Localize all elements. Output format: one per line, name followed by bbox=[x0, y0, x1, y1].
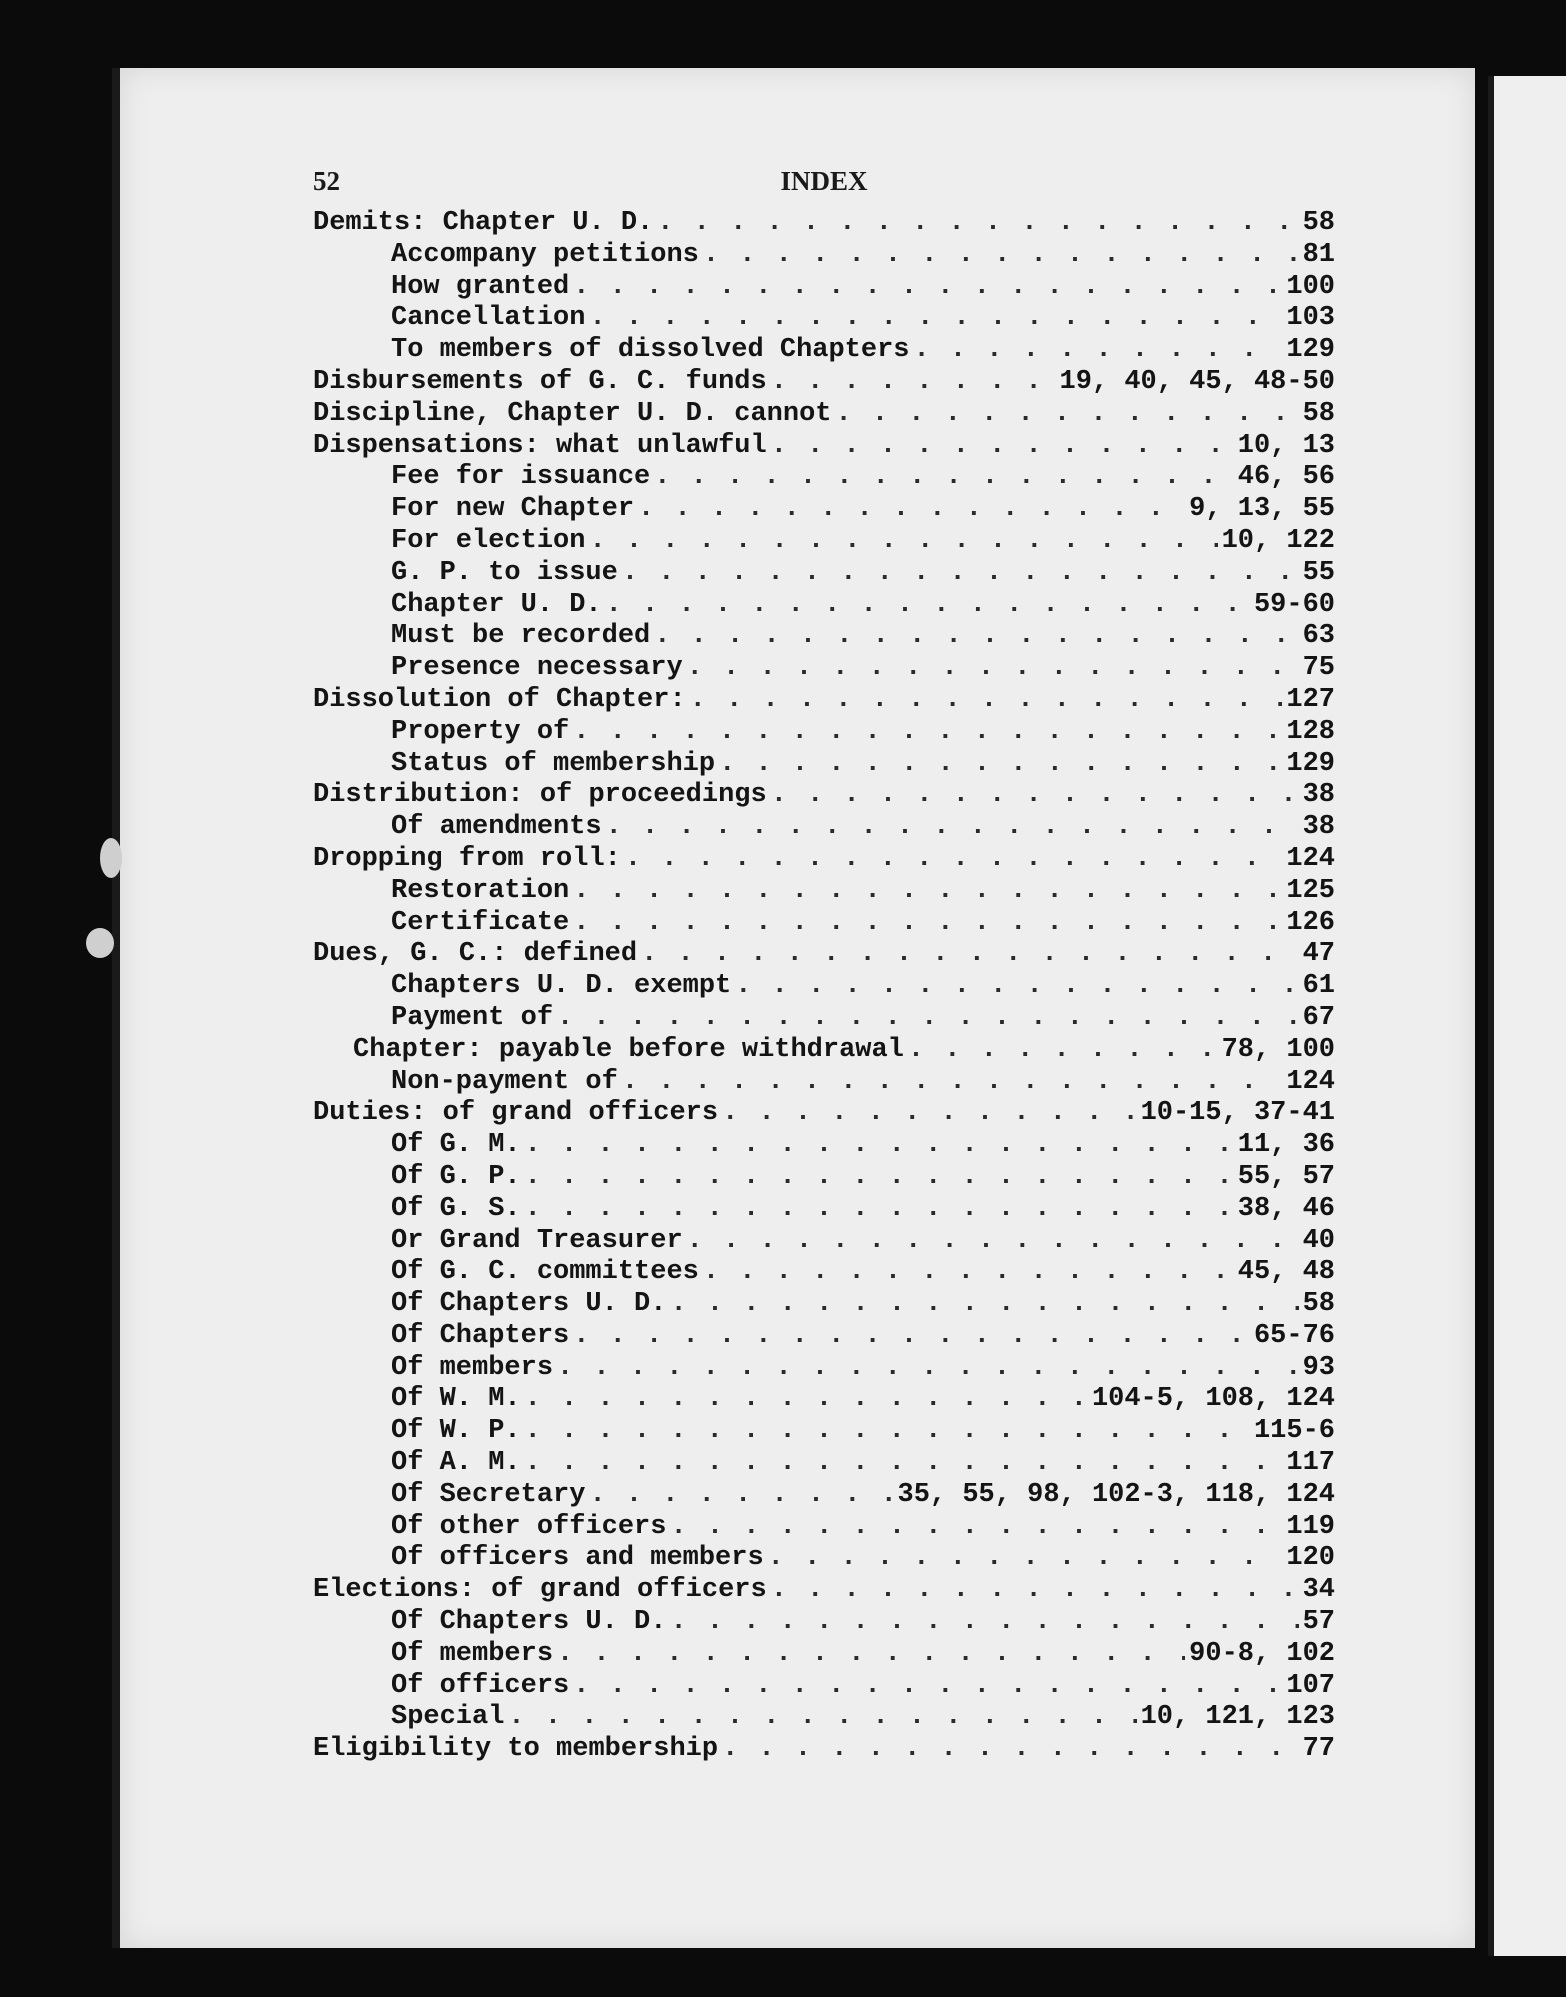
entry-text: Chapter U. D. bbox=[391, 589, 602, 620]
index-entry bbox=[313, 1035, 1335, 1067]
entry-pages: 104-5, 108, 124 bbox=[1091, 1384, 1335, 1415]
dot-leader bbox=[508, 1702, 1136, 1734]
dot-leader bbox=[589, 526, 1217, 558]
index-entry bbox=[313, 1607, 1335, 1639]
entry-text: Distribution: of proceedings bbox=[313, 780, 767, 811]
page-number: 52 bbox=[313, 166, 340, 196]
dot-leader bbox=[638, 494, 1185, 526]
index-entry bbox=[313, 939, 1335, 971]
index-entry bbox=[313, 780, 1335, 812]
index-entry bbox=[313, 272, 1335, 304]
entry-pages: 19, 40, 45, 48-50 bbox=[1059, 366, 1335, 397]
entry-text: How granted bbox=[391, 271, 570, 302]
entry-pages: 127 bbox=[1286, 684, 1335, 715]
index-entry bbox=[313, 1734, 1335, 1766]
entry-text: Fee for issuance bbox=[391, 462, 651, 493]
index-entry bbox=[313, 971, 1335, 1003]
entry-pages: 58 bbox=[1302, 208, 1335, 238]
dot-leader bbox=[657, 208, 1298, 240]
entry-pages: 10, 122 bbox=[1221, 525, 1335, 556]
dot-leader bbox=[654, 621, 1298, 653]
index-entry bbox=[313, 526, 1335, 558]
index-entry bbox=[313, 303, 1335, 335]
index-entry bbox=[313, 876, 1335, 908]
entry-text: Must be recorded bbox=[391, 621, 651, 652]
entry-pages: 129 bbox=[1286, 335, 1335, 366]
entry-pages: 120 bbox=[1286, 1543, 1335, 1574]
index-entry bbox=[313, 240, 1335, 272]
index-entry bbox=[313, 590, 1335, 622]
entry-pages: 55 bbox=[1302, 557, 1335, 588]
entry-text: Of W. M. bbox=[391, 1384, 521, 1415]
index-entries bbox=[313, 208, 1335, 1766]
entry-pages: 107 bbox=[1286, 1670, 1335, 1701]
entry-text: Payment of bbox=[391, 1002, 554, 1033]
entry-text: Certificate bbox=[391, 907, 570, 938]
dot-leader bbox=[687, 1226, 1299, 1258]
entry-text: Dispensations: what unlawful bbox=[313, 430, 767, 461]
dot-leader bbox=[771, 780, 1299, 812]
index-entry bbox=[313, 367, 1335, 399]
entry-text: Of Chapters U. D. bbox=[391, 1289, 667, 1320]
dot-leader bbox=[735, 971, 1298, 1003]
entry-text: Of officers and members bbox=[391, 1543, 764, 1574]
entry-text: Elections: of grand officers bbox=[313, 1575, 767, 1606]
entry-pages: 38 bbox=[1302, 812, 1335, 843]
dot-leader bbox=[525, 1416, 1250, 1448]
entry-pages: 10, 121, 123 bbox=[1140, 1702, 1335, 1733]
dot-leader bbox=[625, 844, 1283, 876]
entry-pages: 67 bbox=[1302, 1002, 1335, 1033]
entry-pages: 128 bbox=[1286, 716, 1335, 747]
index-entry bbox=[313, 1321, 1335, 1353]
dot-leader bbox=[719, 749, 1282, 781]
index-entry bbox=[313, 812, 1335, 844]
entry-text: Of A. M. bbox=[391, 1448, 521, 1479]
index-entry bbox=[313, 1289, 1335, 1321]
index-entry bbox=[313, 1575, 1335, 1607]
entry-text: Of G. C. committees bbox=[391, 1257, 699, 1288]
index-entry bbox=[313, 1353, 1335, 1385]
index-entry bbox=[313, 1130, 1335, 1162]
entry-text: Of other officers bbox=[391, 1511, 667, 1542]
entry-pages: 10, 13 bbox=[1237, 430, 1335, 461]
index-entry bbox=[313, 844, 1335, 876]
dot-leader bbox=[908, 1035, 1218, 1067]
entry-text: Of Chapters U. D. bbox=[391, 1607, 667, 1638]
dot-leader bbox=[771, 1575, 1299, 1607]
entry-pages: 65-76 bbox=[1253, 1320, 1335, 1351]
dot-leader bbox=[573, 717, 1282, 749]
page-header bbox=[313, 166, 1335, 200]
dot-leader bbox=[622, 1067, 1283, 1099]
index-entry bbox=[313, 908, 1335, 940]
index-entry bbox=[313, 1162, 1335, 1194]
entry-text: Of amendments bbox=[391, 812, 602, 843]
entry-text: Of Chapters bbox=[391, 1320, 570, 1351]
dot-leader bbox=[771, 367, 1056, 399]
dot-leader bbox=[573, 1321, 1250, 1353]
index-entry bbox=[313, 1639, 1335, 1671]
entry-pages: 55, 57 bbox=[1237, 1161, 1335, 1192]
dot-leader bbox=[768, 1543, 1283, 1575]
entry-text: Cancellation bbox=[391, 303, 586, 334]
entry-text: Of members bbox=[391, 1352, 554, 1383]
page-title: INDEX bbox=[780, 166, 868, 196]
dot-leader bbox=[670, 1607, 1298, 1639]
entry-pages: 47 bbox=[1302, 939, 1335, 970]
dot-leader bbox=[835, 399, 1298, 431]
entry-text: Or Grand Treasurer bbox=[391, 1225, 683, 1256]
entry-text: Accompany petitions bbox=[391, 239, 699, 270]
entry-text: Dues, G. C.: defined bbox=[313, 939, 638, 970]
index-entry bbox=[313, 717, 1335, 749]
entry-pages: 77 bbox=[1302, 1734, 1335, 1765]
entry-text: For election bbox=[391, 525, 586, 556]
entry-pages: 61 bbox=[1302, 971, 1335, 1002]
dot-leader bbox=[913, 335, 1282, 367]
entry-pages: 78, 100 bbox=[1221, 1034, 1335, 1065]
entry-text: Chapters U. D. exempt bbox=[391, 971, 732, 1002]
entry-text: Special bbox=[391, 1702, 505, 1733]
entry-pages: 38, 46 bbox=[1237, 1193, 1335, 1224]
index-entry bbox=[313, 462, 1335, 494]
entry-pages: 119 bbox=[1286, 1511, 1335, 1542]
entry-pages: 45, 48 bbox=[1237, 1257, 1335, 1288]
dot-leader bbox=[670, 1289, 1298, 1321]
dot-leader bbox=[525, 1384, 1088, 1416]
dot-leader bbox=[622, 558, 1299, 590]
dot-leader bbox=[606, 812, 1299, 844]
index-entry bbox=[313, 1702, 1335, 1734]
entry-text: Demits: Chapter U. D. bbox=[313, 208, 654, 238]
dot-leader bbox=[525, 1194, 1234, 1226]
entry-pages: 46, 56 bbox=[1237, 462, 1335, 493]
index-entry bbox=[313, 1194, 1335, 1226]
entry-pages: 38 bbox=[1302, 780, 1335, 811]
entry-text: Of G. M. bbox=[391, 1130, 521, 1161]
dot-leader bbox=[573, 876, 1282, 908]
facing-page-edge bbox=[1488, 76, 1566, 1956]
index-entry bbox=[313, 1480, 1335, 1512]
entry-pages: 34 bbox=[1302, 1575, 1335, 1606]
dot-leader bbox=[670, 1512, 1282, 1544]
entry-text: Dropping from roll: bbox=[313, 843, 621, 874]
dot-leader bbox=[525, 1448, 1283, 1480]
entry-pages: 10-15, 37-41 bbox=[1140, 1098, 1335, 1129]
dot-leader bbox=[573, 272, 1282, 304]
entry-text: Restoration bbox=[391, 875, 570, 906]
entry-text: Dissolution of Chapter: bbox=[313, 684, 686, 715]
index-entry bbox=[313, 1384, 1335, 1416]
entry-pages: 40 bbox=[1302, 1225, 1335, 1256]
entry-pages: 93 bbox=[1302, 1352, 1335, 1383]
index-entry bbox=[313, 653, 1335, 685]
index-entry bbox=[313, 621, 1335, 653]
entry-text: Disbursements of G. C. funds bbox=[313, 366, 767, 397]
entry-text: Presence necessary bbox=[391, 653, 683, 684]
entry-text: Non-payment of bbox=[391, 1066, 618, 1097]
dot-leader bbox=[525, 1130, 1234, 1162]
index-entry bbox=[313, 558, 1335, 590]
dot-leader bbox=[722, 1734, 1299, 1766]
entry-text: Of Secretary bbox=[391, 1479, 586, 1510]
dot-leader bbox=[641, 939, 1299, 971]
dot-leader bbox=[573, 1671, 1282, 1703]
entry-pages: 11, 36 bbox=[1237, 1130, 1335, 1161]
entry-pages: 57 bbox=[1302, 1607, 1335, 1638]
entry-text: Status of membership bbox=[391, 748, 716, 779]
entry-pages: 63 bbox=[1302, 621, 1335, 652]
index-entry bbox=[313, 335, 1335, 367]
dot-leader bbox=[589, 1480, 893, 1512]
entry-text: Of G. P. bbox=[391, 1161, 521, 1192]
dot-leader bbox=[654, 462, 1234, 494]
entry-text: Eligibility to membership bbox=[313, 1734, 719, 1765]
entry-pages: 59-60 bbox=[1253, 589, 1335, 620]
index-entry bbox=[313, 1067, 1335, 1099]
dot-leader bbox=[557, 1353, 1299, 1385]
entry-text: Chapter: payable before withdrawal bbox=[353, 1034, 904, 1065]
index-entry bbox=[313, 685, 1335, 717]
entry-pages: 58 bbox=[1302, 1289, 1335, 1320]
entry-text: Of officers bbox=[391, 1670, 570, 1701]
index-entry bbox=[313, 1098, 1335, 1130]
entry-pages: 115-6 bbox=[1253, 1416, 1335, 1447]
entry-text: G. P. to issue bbox=[391, 557, 618, 588]
index-entry bbox=[313, 431, 1335, 463]
entry-pages: 58 bbox=[1302, 398, 1335, 429]
entry-pages: 90-8, 102 bbox=[1189, 1638, 1335, 1669]
entry-text: Of members bbox=[391, 1638, 554, 1669]
page-blemish bbox=[86, 928, 114, 958]
entry-text: Duties: of grand officers bbox=[313, 1098, 719, 1129]
index-entry bbox=[313, 1416, 1335, 1448]
entry-text: For new Chapter bbox=[391, 494, 635, 525]
entry-pages: 125 bbox=[1286, 875, 1335, 906]
index-entry bbox=[313, 494, 1335, 526]
dot-leader bbox=[606, 590, 1250, 622]
index-entry bbox=[313, 1543, 1335, 1575]
entry-pages: 103 bbox=[1286, 303, 1335, 334]
page-blemish bbox=[100, 838, 122, 878]
entry-text: Property of bbox=[391, 716, 570, 747]
index-entry bbox=[313, 208, 1335, 240]
entry-pages: 129 bbox=[1286, 748, 1335, 779]
entry-pages: 9, 13, 55 bbox=[1189, 494, 1335, 525]
entry-text: Discipline, Chapter U. D. cannot bbox=[313, 398, 832, 429]
entry-pages: 81 bbox=[1302, 239, 1335, 270]
dot-leader bbox=[687, 653, 1299, 685]
dot-leader bbox=[557, 1003, 1299, 1035]
entry-text: Of G. S. bbox=[391, 1193, 521, 1224]
dot-leader bbox=[771, 431, 1234, 463]
entry-pages: 35, 55, 98, 102-3, 118, 124 bbox=[897, 1479, 1335, 1510]
dot-leader bbox=[589, 303, 1282, 335]
index-entry bbox=[313, 1448, 1335, 1480]
index-entry bbox=[313, 1671, 1335, 1703]
index-entry bbox=[313, 399, 1335, 431]
entry-text: To members of dissolved Chapters bbox=[391, 335, 910, 366]
entry-pages: 124 bbox=[1286, 843, 1335, 874]
entry-pages: 126 bbox=[1286, 907, 1335, 938]
dot-leader bbox=[557, 1639, 1185, 1671]
dot-leader bbox=[722, 1098, 1136, 1130]
entry-pages: 117 bbox=[1286, 1448, 1335, 1479]
dot-leader bbox=[525, 1162, 1234, 1194]
entry-text: Of W. P. bbox=[391, 1416, 521, 1447]
index-entry bbox=[313, 1257, 1335, 1289]
dot-leader bbox=[573, 908, 1282, 940]
dot-leader bbox=[703, 240, 1299, 272]
entry-pages: 100 bbox=[1286, 271, 1335, 302]
index-entry bbox=[313, 1226, 1335, 1258]
dot-leader bbox=[703, 1257, 1234, 1289]
entry-pages: 75 bbox=[1302, 653, 1335, 684]
entry-pages: 124 bbox=[1286, 1066, 1335, 1097]
index-entry bbox=[313, 1512, 1335, 1544]
dot-leader bbox=[690, 685, 1283, 717]
index-entry bbox=[313, 1003, 1335, 1035]
index-entry bbox=[313, 749, 1335, 781]
